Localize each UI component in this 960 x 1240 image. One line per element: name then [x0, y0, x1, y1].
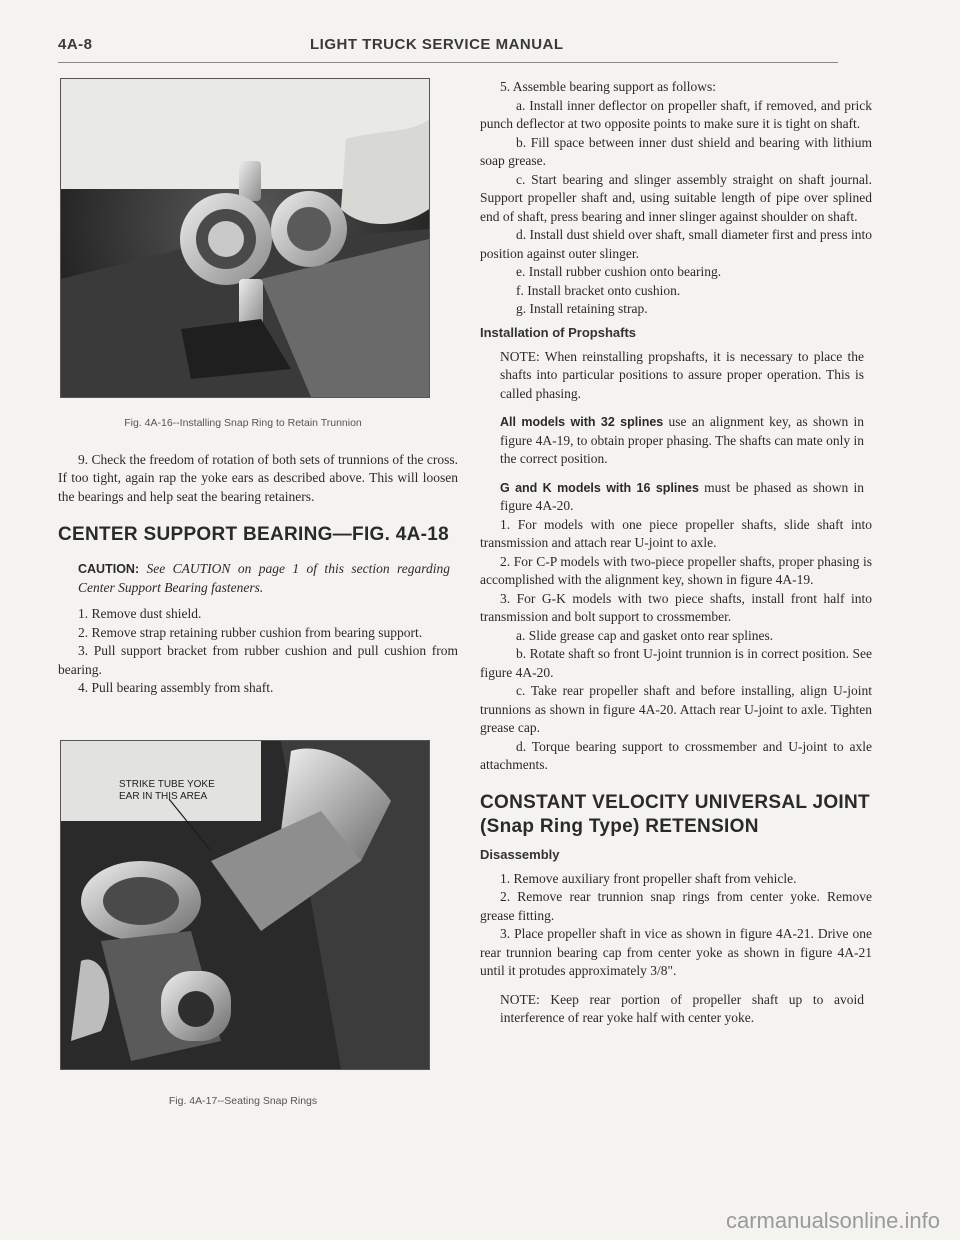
annotation-line-2: EAR IN THIS AREA	[119, 790, 208, 802]
splines-32-paragraph	[480, 413, 872, 469]
page-header	[58, 36, 838, 58]
section-heading-cv-joint	[480, 791, 872, 839]
splines-32-label: All models with 32 splines	[500, 415, 664, 429]
annotation-line-1: STRIKE TUBE YOKE	[119, 778, 215, 790]
step-5g: g. Install retaining strap.	[516, 301, 648, 316]
step-5b: b. Fill space between inner dust shield and bearing with lithium soap grease.	[480, 134, 872, 168]
remove-step-1: 1. Remove dust shield.	[78, 606, 202, 621]
phasing-note: NOTE: When reinstalling propshafts, it is necessary to place the shafts into particular positions to assure proper operation. This is called phasing.	[500, 348, 864, 401]
splines-16-paragraph	[480, 479, 872, 516]
step-5e: e. Install rubber cushion onto bearing.	[516, 264, 722, 279]
running-title: LIGHT TRUCK SERVICE MANUAL	[310, 36, 564, 53]
rear-portion-note: NOTE: Keep rear portion of propeller shaft up to avoid interference of rear yoke half with center yoke.	[500, 991, 864, 1025]
step-5f: f. Install bracket onto cushion.	[516, 282, 681, 298]
step-5: 5. Assemble bearing support as follows:	[500, 79, 716, 94]
watermark: carmanualsonline.info	[725, 1208, 940, 1233]
install-step-3c: c. Take rear propeller shaft and before installing, align U-joint trunnions as shown in figure 4A-20. Attach rear U-joint to axle. Tighten grease cap.	[480, 683, 872, 735]
remove-step-4: 4. Pull bearing assembly from shaft.	[78, 680, 274, 695]
install-step-3: 3. For G-K models with two piece shafts, install front half into transmission and bolt support to crossmember.	[480, 590, 872, 624]
step-5c: c. Start bearing and slinger assembly straight on shaft journal. Support propeller shaft and, using suitable length of pipe over splined end of shaft, press bearing and inner slinger against shoulder on shaft.	[480, 171, 872, 224]
figure-4a-17-caption: Fig. 4A-17--Seating Snap Rings	[168, 1094, 318, 1107]
install-step-2: 2. For C-P models with two-piece propeller shafts, proper phasing is accomplished with the alignment key, shown in figure 4A-19.	[480, 553, 872, 587]
trunnion-photo-illustration	[61, 79, 429, 397]
section-heading-center-support: CENTER SUPPORT BEARING—FIG. 4A-18	[58, 524, 450, 545]
disassembly-step-1: 1. Remove auxiliary front propeller shaft from vehicle.	[500, 870, 797, 886]
figure-4a-16-photo	[60, 78, 430, 398]
step-5d: d. Install dust shield over shaft, small diameter first and press into position against outer slinger.	[480, 227, 872, 261]
remove-step-3: 3. Pull support bracket from rubber cushion and pull cushion from bearing.	[58, 643, 458, 677]
install-step-3b: b. Rotate shaft so front U-joint trunnion is in correct position. See figure 4A-20.	[480, 646, 872, 680]
step-5a: a. Install inner deflector on propeller shaft, if removed, and prick punch deflector at two opposite points to make sure it is tight on shaft.	[480, 97, 872, 131]
figure-annotation-label	[119, 779, 215, 803]
figure-4a-16-caption: Fig. 4A-16--Installing Snap Ring to Retain Trunnion	[124, 417, 362, 429]
subheading-installation: Installation of Propshafts	[480, 324, 637, 340]
subheading-disassembly: Disassembly	[480, 846, 560, 862]
snap-ring-seating-illustration	[61, 741, 429, 1069]
install-step-3d: d. Torque bearing support to crossmember and U-joint to axle attachments.	[480, 738, 872, 772]
remove-step-2: 2. Remove strap retaining rubber cushion from bearing support.	[78, 624, 423, 640]
cv-heading-line-2: (Snap Ring Type) RETENSION	[480, 815, 759, 837]
page-number: 4A-8	[58, 36, 93, 53]
cv-heading-line-1: CONSTANT VELOCITY UNIVERSAL JOINT	[480, 791, 870, 813]
disassembly-step-2: 2. Remove rear trunnion snap rings from center yoke. Remove grease fitting.	[480, 889, 872, 923]
caution-text: See CAUTION on page 1 of this section regarding Center Support Bearing fasteners.	[78, 561, 450, 595]
caution-label: CAUTION:	[78, 562, 140, 576]
install-step-1: 1. For models with one piece propeller shafts, slide shaft into transmission and attach rear U-joint to axle.	[480, 516, 872, 550]
header-rule	[58, 62, 838, 63]
splines-32-text: use an alignment key, as shown in figure 4A-19, to obtain proper phasing. The shafts can mate only in the correct position.	[500, 414, 864, 466]
caution-note	[58, 560, 458, 597]
right-column	[480, 78, 872, 1036]
splines-16-text: must be phased as shown in figure 4A-20.	[500, 479, 864, 513]
disassembly-step-3: 3. Place propeller shaft in vice as shown in figure 4A-21. Drive one rear trunnion bearing cap from center yoke as shown in figure 4A-21 until it protudes approximately 3/8".	[480, 926, 872, 978]
left-column	[58, 78, 458, 1110]
splines-16-label: G and K models with 16 splines	[500, 480, 699, 495]
install-step-3a: a. Slide grease cap and gasket onto rear splines.	[516, 627, 774, 643]
figure-4a-17-photo	[60, 740, 430, 1070]
step-9-paragraph: 9. Check the freedom of rotation of both sets of trunnions of the cross. If too tight, again rap the yoke ears as described above. This will loosen the bearings and help seat the bearing retainers.	[58, 451, 458, 504]
